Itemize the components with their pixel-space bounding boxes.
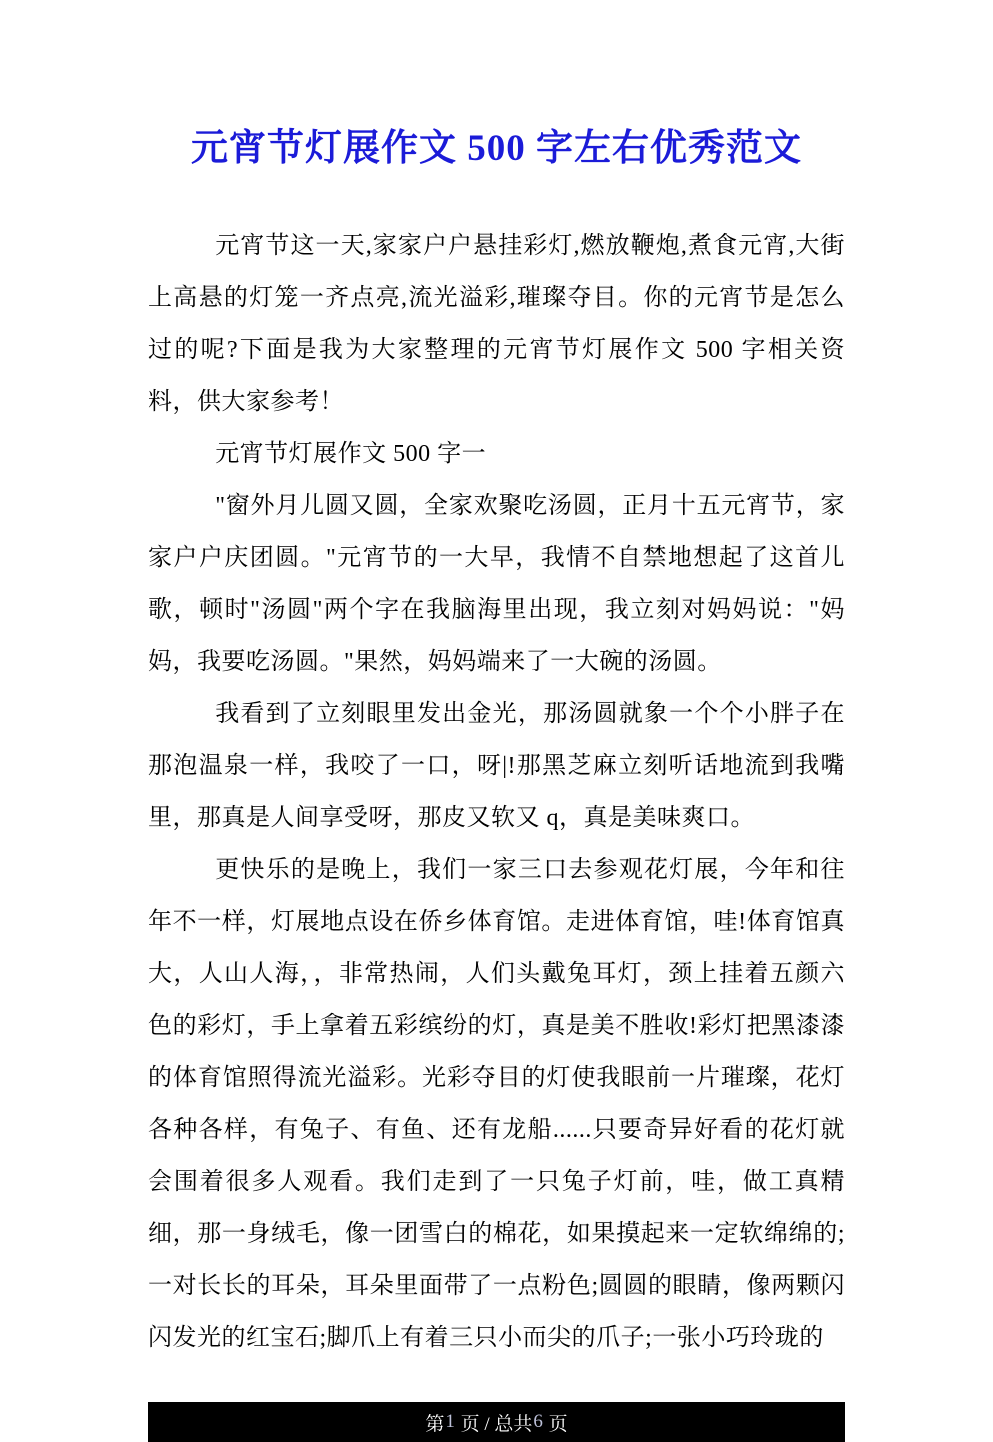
footer-total-pages-number: 6 [533,1411,543,1432]
footer-current-page-number: 1 [445,1411,455,1432]
footer-page-suffix: 页 [543,1413,568,1435]
paragraph-essay-2: 我看到了立刻眼里发出金光，那汤圆就象一个个小胖子在那泡温泉一样，我咬了一口，呀|!那黑芝麻立刻听话地流到我嘴里，那真是人间享受呀，那皮又软又 q，真是美味爽口。 [148,701,845,831]
document-body [148,220,845,1364]
paragraph-intro: 元宵节这一天,家家户户悬挂彩灯,燃放鞭炮,煮食元宵,大街上高悬的灯笼一齐点亮,流光溢彩,璀璨夺目。你的元宵节是怎么过的呢?下面是我为大家整理的元宵节灯展作文 500 字相关资料，供大家参考！ [148,233,845,415]
page-footer-bar [148,1402,845,1442]
document-page [148,0,845,1442]
footer-separator: 页 / 总共 [455,1413,533,1435]
footer-page-prefix: 第 [425,1413,445,1435]
paragraph-essay-3: 更快乐的是晚上，我们一家三口去参观花灯展，今年和往年不一样，灯展地点设在侨乡体育馆。走进体育馆，哇!体育馆真大，人山人海，，非常热闹，人们头戴兔耳灯，颈上挂着五颜六色的彩灯，手上拿着五彩缤纷的灯，真是美不胜收!彩灯把黑漆漆的体育馆照得流光溢彩。光彩夺目的灯使我眼前一片璀璨，花灯各种各样，有兔子、有鱼、还有龙船......只要奇异好看的花灯就会围着很多人观看。我们走到了一只兔子灯前，哇，做工真精细，那一身绒毛，像一团雪白的棉花，如果摸起来一定软绵绵的;一对长长的耳朵，耳朵里面带了一点粉色;圆圆的眼睛，像两颗闪闪发光的红宝石;脚爪上有着三只小而尖的爪子;一张小巧玲珑的 [148,857,845,1351]
paragraph-subtitle: 元宵节灯展作文 500 字一 [215,441,487,467]
page-title: 元宵节灯展作文 500 字左右优秀范文 [191,128,802,169]
paragraph-essay-1: "窗外月儿圆又圆，全家欢聚吃汤圆，正月十五元宵节，家家户户庆团圆。"元宵节的一大早，我情不自禁地想起了这首儿歌，顿时"汤圆"两个字在我脑海里出现，我立刻对妈妈说："妈妈，我要吃汤圆。"果然，妈妈端来了一大碗的汤圆。 [148,493,845,675]
